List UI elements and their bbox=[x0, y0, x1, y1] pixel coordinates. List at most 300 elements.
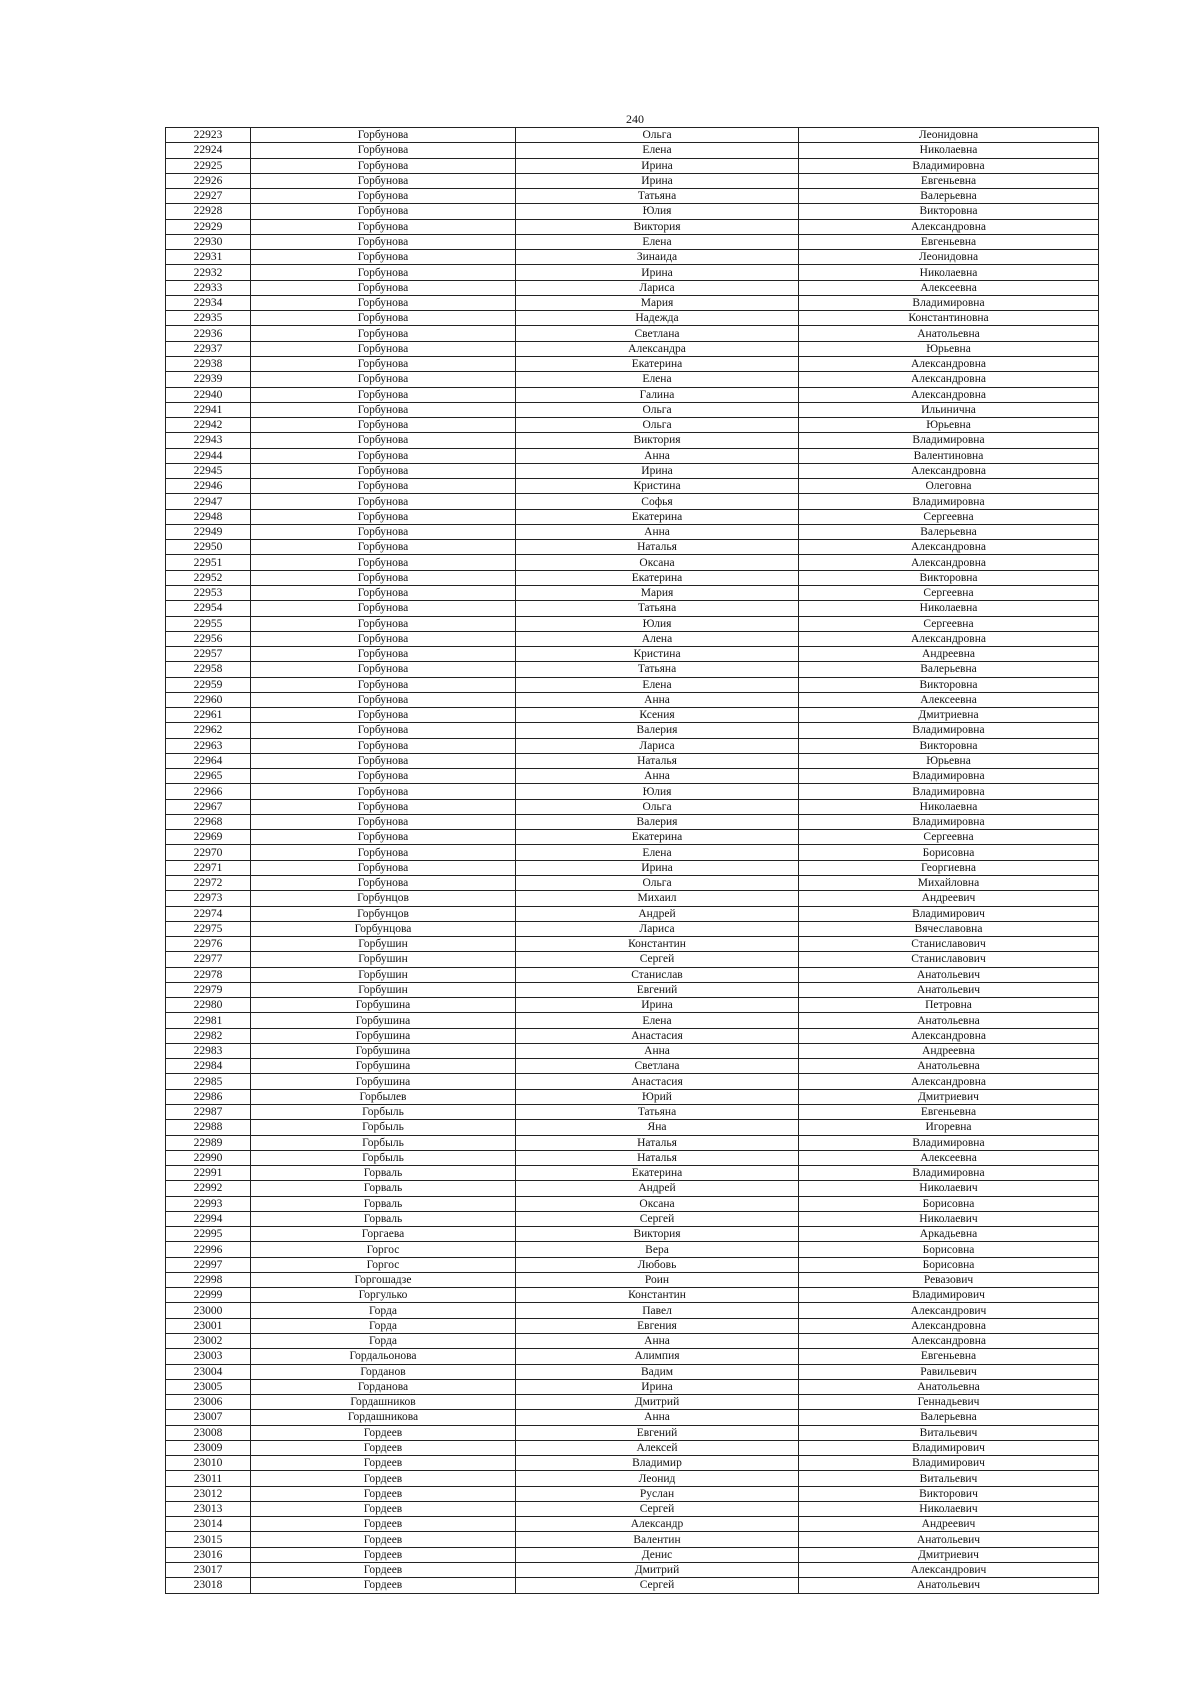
surname-cell: Горбунова bbox=[251, 769, 516, 784]
patronymic-cell: Владимировна bbox=[799, 433, 1099, 448]
table-row bbox=[166, 662, 1099, 677]
surname-cell: Горбунова bbox=[251, 814, 516, 829]
table-row bbox=[166, 708, 1099, 723]
record-number-cell: 22981 bbox=[166, 1013, 251, 1028]
patronymic-cell: Валерьевна bbox=[799, 1410, 1099, 1425]
patronymic-cell: Олеговна bbox=[799, 479, 1099, 494]
surname-cell: Горбунова bbox=[251, 356, 516, 371]
surname-cell: Гордеев bbox=[251, 1532, 516, 1547]
patronymic-cell: Константиновна bbox=[799, 311, 1099, 326]
surname-cell: Горбунова bbox=[251, 234, 516, 249]
patronymic-cell: Станиславович bbox=[799, 952, 1099, 967]
patronymic-cell: Юрьевна bbox=[799, 753, 1099, 768]
patronymic-cell: Ревазович bbox=[799, 1272, 1099, 1287]
table-row bbox=[166, 311, 1099, 326]
first-name-cell: Станислав bbox=[516, 967, 799, 982]
surname-cell: Гордеев bbox=[251, 1501, 516, 1516]
table-row bbox=[166, 295, 1099, 310]
table-row bbox=[166, 753, 1099, 768]
record-number-cell: 22951 bbox=[166, 555, 251, 570]
patronymic-cell: Александровна bbox=[799, 356, 1099, 371]
table-row bbox=[166, 1028, 1099, 1043]
table-row bbox=[166, 830, 1099, 845]
record-number-cell: 22963 bbox=[166, 738, 251, 753]
table-row bbox=[166, 1395, 1099, 1410]
record-number-cell: 22935 bbox=[166, 311, 251, 326]
table-row bbox=[166, 784, 1099, 799]
first-name-cell: Наталья bbox=[516, 753, 799, 768]
surname-cell: Горбунцов bbox=[251, 891, 516, 906]
table-row bbox=[166, 173, 1099, 188]
record-number-cell: 23005 bbox=[166, 1379, 251, 1394]
surname-cell: Горбунова bbox=[251, 662, 516, 677]
surname-cell: Горбушин bbox=[251, 967, 516, 982]
table-row bbox=[166, 402, 1099, 417]
patronymic-cell: Владимировна bbox=[799, 295, 1099, 310]
first-name-cell: Ольга bbox=[516, 799, 799, 814]
table-row bbox=[166, 1379, 1099, 1394]
record-number-cell: 23018 bbox=[166, 1578, 251, 1593]
record-number-cell: 22987 bbox=[166, 1105, 251, 1120]
record-number-cell: 23016 bbox=[166, 1547, 251, 1562]
table-row bbox=[166, 555, 1099, 570]
surname-cell: Горбушина bbox=[251, 998, 516, 1013]
table-row bbox=[166, 204, 1099, 219]
table-row bbox=[166, 738, 1099, 753]
patronymic-cell: Андреевна bbox=[799, 1043, 1099, 1058]
surname-cell: Горбунова bbox=[251, 295, 516, 310]
patronymic-cell: Станиславович bbox=[799, 937, 1099, 952]
patronymic-cell: Андреевич bbox=[799, 1517, 1099, 1532]
surname-cell: Горбыль bbox=[251, 1150, 516, 1165]
surname-cell: Горбунова bbox=[251, 723, 516, 738]
record-number-cell: 22932 bbox=[166, 265, 251, 280]
table-row bbox=[166, 387, 1099, 402]
table-row bbox=[166, 234, 1099, 249]
table-row bbox=[166, 1456, 1099, 1471]
table-row bbox=[166, 1440, 1099, 1455]
record-number-cell: 22989 bbox=[166, 1135, 251, 1150]
table-row bbox=[166, 692, 1099, 707]
surname-cell: Горваль bbox=[251, 1211, 516, 1226]
patronymic-cell: Валерьевна bbox=[799, 189, 1099, 204]
surname-cell: Гордеев bbox=[251, 1562, 516, 1577]
registry-table bbox=[165, 127, 1099, 1594]
table-row bbox=[166, 1333, 1099, 1348]
record-number-cell: 22959 bbox=[166, 677, 251, 692]
surname-cell: Горгошадзе bbox=[251, 1272, 516, 1287]
surname-cell: Горбунова bbox=[251, 463, 516, 478]
first-name-cell: Зинаида bbox=[516, 250, 799, 265]
surname-cell: Горбунова bbox=[251, 753, 516, 768]
record-number-cell: 22995 bbox=[166, 1227, 251, 1242]
table-row bbox=[166, 418, 1099, 433]
patronymic-cell: Витальевич bbox=[799, 1471, 1099, 1486]
record-number-cell: 22939 bbox=[166, 372, 251, 387]
record-number-cell: 23011 bbox=[166, 1471, 251, 1486]
surname-cell: Горбунова bbox=[251, 265, 516, 280]
patronymic-cell: Анатольевич bbox=[799, 982, 1099, 997]
table-row bbox=[166, 372, 1099, 387]
table-row bbox=[166, 967, 1099, 982]
table-row bbox=[166, 1425, 1099, 1440]
patronymic-cell: Николаевна bbox=[799, 601, 1099, 616]
first-name-cell: Ирина bbox=[516, 158, 799, 173]
surname-cell: Горбунова bbox=[251, 433, 516, 448]
patronymic-cell: Александровна bbox=[799, 631, 1099, 646]
surname-cell: Горбушин bbox=[251, 952, 516, 967]
surname-cell: Горбунова bbox=[251, 677, 516, 692]
table-row bbox=[166, 1074, 1099, 1089]
table-row bbox=[166, 1211, 1099, 1226]
patronymic-cell: Евгеньевна bbox=[799, 1349, 1099, 1364]
table-row bbox=[166, 1288, 1099, 1303]
table-row bbox=[166, 1089, 1099, 1104]
surname-cell: Горбунова bbox=[251, 631, 516, 646]
patronymic-cell: Александровна bbox=[799, 1318, 1099, 1333]
surname-cell: Горбунова bbox=[251, 479, 516, 494]
patronymic-cell: Алексеевна bbox=[799, 692, 1099, 707]
first-name-cell: Анна bbox=[516, 1333, 799, 1348]
surname-cell: Горваль bbox=[251, 1166, 516, 1181]
surname-cell: Горгос bbox=[251, 1242, 516, 1257]
table-row bbox=[166, 677, 1099, 692]
record-number-cell: 22962 bbox=[166, 723, 251, 738]
table-row bbox=[166, 479, 1099, 494]
first-name-cell: Мария bbox=[516, 295, 799, 310]
surname-cell: Гордеев bbox=[251, 1517, 516, 1532]
table-row bbox=[166, 1043, 1099, 1058]
surname-cell: Горбунова bbox=[251, 509, 516, 524]
table-row bbox=[166, 1501, 1099, 1516]
first-name-cell: Александра bbox=[516, 341, 799, 356]
record-number-cell: 22983 bbox=[166, 1043, 251, 1058]
record-number-cell: 22957 bbox=[166, 647, 251, 662]
patronymic-cell: Александровна bbox=[799, 372, 1099, 387]
record-number-cell: 22994 bbox=[166, 1211, 251, 1226]
record-number-cell: 22949 bbox=[166, 524, 251, 539]
table-row bbox=[166, 799, 1099, 814]
patronymic-cell: Юрьевна bbox=[799, 418, 1099, 433]
record-number-cell: 22984 bbox=[166, 1059, 251, 1074]
record-number-cell: 22929 bbox=[166, 219, 251, 234]
surname-cell: Гордеев bbox=[251, 1547, 516, 1562]
record-number-cell: 22936 bbox=[166, 326, 251, 341]
first-name-cell: Ольга bbox=[516, 128, 799, 143]
patronymic-cell: Владимировна bbox=[799, 723, 1099, 738]
surname-cell: Горгос bbox=[251, 1257, 516, 1272]
patronymic-cell: Андреевна bbox=[799, 647, 1099, 662]
table-row bbox=[166, 952, 1099, 967]
first-name-cell: Софья bbox=[516, 494, 799, 509]
patronymic-cell: Викторовна bbox=[799, 677, 1099, 692]
patronymic-cell: Владимирович bbox=[799, 906, 1099, 921]
patronymic-cell: Александрович bbox=[799, 1303, 1099, 1318]
patronymic-cell: Дмитриевна bbox=[799, 708, 1099, 723]
first-name-cell: Елена bbox=[516, 677, 799, 692]
table-row bbox=[166, 463, 1099, 478]
surname-cell: Гордашников bbox=[251, 1395, 516, 1410]
first-name-cell: Евгений bbox=[516, 1425, 799, 1440]
record-number-cell: 22978 bbox=[166, 967, 251, 982]
first-name-cell: Яна bbox=[516, 1120, 799, 1135]
first-name-cell: Виктория bbox=[516, 433, 799, 448]
table-row bbox=[166, 1349, 1099, 1364]
surname-cell: Горда bbox=[251, 1318, 516, 1333]
surname-cell: Гордеев bbox=[251, 1578, 516, 1593]
first-name-cell: Елена bbox=[516, 372, 799, 387]
table-row bbox=[166, 1105, 1099, 1120]
first-name-cell: Татьяна bbox=[516, 662, 799, 677]
surname-cell: Горбунова bbox=[251, 173, 516, 188]
record-number-cell: 22980 bbox=[166, 998, 251, 1013]
record-number-cell: 22993 bbox=[166, 1196, 251, 1211]
record-number-cell: 23006 bbox=[166, 1395, 251, 1410]
first-name-cell: Денис bbox=[516, 1547, 799, 1562]
page-number: 240 bbox=[626, 112, 644, 126]
first-name-cell: Ольга bbox=[516, 402, 799, 417]
table-row bbox=[166, 280, 1099, 295]
record-number-cell: 22956 bbox=[166, 631, 251, 646]
first-name-cell: Ирина bbox=[516, 860, 799, 875]
record-number-cell: 22968 bbox=[166, 814, 251, 829]
record-number-cell: 22940 bbox=[166, 387, 251, 402]
record-number-cell: 22970 bbox=[166, 845, 251, 860]
surname-cell: Горбушин bbox=[251, 937, 516, 952]
record-number-cell: 23004 bbox=[166, 1364, 251, 1379]
surname-cell: Горбунова bbox=[251, 418, 516, 433]
table-row bbox=[166, 1410, 1099, 1425]
record-number-cell: 23017 bbox=[166, 1562, 251, 1577]
patronymic-cell: Николаевич bbox=[799, 1181, 1099, 1196]
first-name-cell: Анна bbox=[516, 1410, 799, 1425]
record-number-cell: 22966 bbox=[166, 784, 251, 799]
table-row bbox=[166, 814, 1099, 829]
record-number-cell: 23001 bbox=[166, 1318, 251, 1333]
table-row bbox=[166, 570, 1099, 585]
surname-cell: Горбунова bbox=[251, 708, 516, 723]
surname-cell: Горда bbox=[251, 1333, 516, 1348]
first-name-cell: Ирина bbox=[516, 1379, 799, 1394]
surname-cell: Горбыль bbox=[251, 1120, 516, 1135]
surname-cell: Горданова bbox=[251, 1379, 516, 1394]
first-name-cell: Ксения bbox=[516, 708, 799, 723]
first-name-cell: Руслан bbox=[516, 1486, 799, 1501]
record-number-cell: 22999 bbox=[166, 1288, 251, 1303]
surname-cell: Горбушин bbox=[251, 982, 516, 997]
surname-cell: Горбунова bbox=[251, 326, 516, 341]
record-number-cell: 22955 bbox=[166, 616, 251, 631]
table-row bbox=[166, 1242, 1099, 1257]
first-name-cell: Лариса bbox=[516, 921, 799, 936]
first-name-cell: Елена bbox=[516, 845, 799, 860]
first-name-cell: Роин bbox=[516, 1272, 799, 1287]
first-name-cell: Юрий bbox=[516, 1089, 799, 1104]
first-name-cell: Екатерина bbox=[516, 570, 799, 585]
patronymic-cell: Борисовна bbox=[799, 1196, 1099, 1211]
patronymic-cell: Владимирович bbox=[799, 1288, 1099, 1303]
record-number-cell: 23010 bbox=[166, 1456, 251, 1471]
table-row bbox=[166, 1517, 1099, 1532]
patronymic-cell: Геннадьевич bbox=[799, 1395, 1099, 1410]
surname-cell: Горбунова bbox=[251, 448, 516, 463]
table-row bbox=[166, 189, 1099, 204]
patronymic-cell: Дмитриевич bbox=[799, 1089, 1099, 1104]
table-row bbox=[166, 494, 1099, 509]
record-number-cell: 22958 bbox=[166, 662, 251, 677]
surname-cell: Горбунова bbox=[251, 799, 516, 814]
table-row bbox=[166, 647, 1099, 662]
patronymic-cell: Евгеньевна bbox=[799, 173, 1099, 188]
patronymic-cell: Александровна bbox=[799, 1028, 1099, 1043]
patronymic-cell: Петровна bbox=[799, 998, 1099, 1013]
patronymic-cell: Валентиновна bbox=[799, 448, 1099, 463]
first-name-cell: Екатерина bbox=[516, 356, 799, 371]
surname-cell: Горбушина bbox=[251, 1028, 516, 1043]
first-name-cell: Алена bbox=[516, 631, 799, 646]
table-row bbox=[166, 1364, 1099, 1379]
surname-cell: Горбунова bbox=[251, 860, 516, 875]
surname-cell: Горбунова bbox=[251, 280, 516, 295]
first-name-cell: Вадим bbox=[516, 1364, 799, 1379]
record-number-cell: 22965 bbox=[166, 769, 251, 784]
first-name-cell: Дмитрий bbox=[516, 1562, 799, 1577]
first-name-cell: Валентин bbox=[516, 1532, 799, 1547]
first-name-cell: Владимир bbox=[516, 1456, 799, 1471]
table-row bbox=[166, 891, 1099, 906]
surname-cell: Горбунова bbox=[251, 738, 516, 753]
surname-cell: Горбунова bbox=[251, 128, 516, 143]
first-name-cell: Кристина bbox=[516, 479, 799, 494]
patronymic-cell: Владимировна bbox=[799, 769, 1099, 784]
patronymic-cell: Сергеевна bbox=[799, 509, 1099, 524]
record-number-cell: 22971 bbox=[166, 860, 251, 875]
surname-cell: Горбунова bbox=[251, 494, 516, 509]
table-row bbox=[166, 524, 1099, 539]
table-row bbox=[166, 1227, 1099, 1242]
table-row bbox=[166, 937, 1099, 952]
surname-cell: Горбыль bbox=[251, 1105, 516, 1120]
record-number-cell: 22952 bbox=[166, 570, 251, 585]
record-number-cell: 22934 bbox=[166, 295, 251, 310]
patronymic-cell: Владимирович bbox=[799, 1456, 1099, 1471]
patronymic-cell: Владимировна bbox=[799, 814, 1099, 829]
table-row bbox=[166, 128, 1099, 143]
surname-cell: Горбунова bbox=[251, 341, 516, 356]
first-name-cell: Светлана bbox=[516, 326, 799, 341]
first-name-cell: Леонид bbox=[516, 1471, 799, 1486]
surname-cell: Горданов bbox=[251, 1364, 516, 1379]
record-number-cell: 22945 bbox=[166, 463, 251, 478]
record-number-cell: 22969 bbox=[166, 830, 251, 845]
patronymic-cell: Николаевич bbox=[799, 1501, 1099, 1516]
first-name-cell: Сергей bbox=[516, 1578, 799, 1593]
table-row bbox=[166, 1257, 1099, 1272]
patronymic-cell: Владимирович bbox=[799, 1440, 1099, 1455]
first-name-cell: Любовь bbox=[516, 1257, 799, 1272]
table-row bbox=[166, 250, 1099, 265]
surname-cell: Горбунова bbox=[251, 692, 516, 707]
first-name-cell: Евгения bbox=[516, 1318, 799, 1333]
record-number-cell: 22948 bbox=[166, 509, 251, 524]
patronymic-cell: Владимировна bbox=[799, 784, 1099, 799]
surname-cell: Гордашникова bbox=[251, 1410, 516, 1425]
record-number-cell: 23014 bbox=[166, 1517, 251, 1532]
first-name-cell: Константин bbox=[516, 1288, 799, 1303]
table-row bbox=[166, 616, 1099, 631]
first-name-cell: Лариса bbox=[516, 280, 799, 295]
patronymic-cell: Борисовна bbox=[799, 1257, 1099, 1272]
record-number-cell: 22954 bbox=[166, 601, 251, 616]
patronymic-cell: Викторовна bbox=[799, 204, 1099, 219]
record-number-cell: 23009 bbox=[166, 1440, 251, 1455]
record-number-cell: 22998 bbox=[166, 1272, 251, 1287]
first-name-cell: Дмитрий bbox=[516, 1395, 799, 1410]
surname-cell: Горбунова bbox=[251, 402, 516, 417]
table-row bbox=[166, 723, 1099, 738]
table-row bbox=[166, 356, 1099, 371]
record-number-cell: 22944 bbox=[166, 448, 251, 463]
surname-cell: Горбунова bbox=[251, 189, 516, 204]
first-name-cell: Константин bbox=[516, 937, 799, 952]
first-name-cell: Сергей bbox=[516, 1501, 799, 1516]
first-name-cell: Валерия bbox=[516, 814, 799, 829]
surname-cell: Горбунцов bbox=[251, 906, 516, 921]
first-name-cell: Михаил bbox=[516, 891, 799, 906]
patronymic-cell: Александровна bbox=[799, 387, 1099, 402]
table-row bbox=[166, 1059, 1099, 1074]
table-row bbox=[166, 1471, 1099, 1486]
record-number-cell: 22924 bbox=[166, 143, 251, 158]
table-row bbox=[166, 906, 1099, 921]
table-row bbox=[166, 631, 1099, 646]
surname-cell: Горбунова bbox=[251, 845, 516, 860]
first-name-cell: Анна bbox=[516, 524, 799, 539]
record-number-cell: 22925 bbox=[166, 158, 251, 173]
surname-cell: Горваль bbox=[251, 1196, 516, 1211]
table-row bbox=[166, 1578, 1099, 1593]
first-name-cell: Алимпия bbox=[516, 1349, 799, 1364]
patronymic-cell: Игоревна bbox=[799, 1120, 1099, 1135]
record-number-cell: 22943 bbox=[166, 433, 251, 448]
patronymic-cell: Александровна bbox=[799, 219, 1099, 234]
patronymic-cell: Сергеевна bbox=[799, 830, 1099, 845]
first-name-cell: Кристина bbox=[516, 647, 799, 662]
patronymic-cell: Сергеевна bbox=[799, 616, 1099, 631]
first-name-cell: Анна bbox=[516, 448, 799, 463]
first-name-cell: Наталья bbox=[516, 1135, 799, 1150]
patronymic-cell: Владимировна bbox=[799, 1135, 1099, 1150]
record-number-cell: 23012 bbox=[166, 1486, 251, 1501]
surname-cell: Горбунова bbox=[251, 387, 516, 402]
record-number-cell: 22950 bbox=[166, 540, 251, 555]
patronymic-cell: Анатольевна bbox=[799, 1059, 1099, 1074]
surname-cell: Горбунова bbox=[251, 555, 516, 570]
first-name-cell: Елена bbox=[516, 143, 799, 158]
surname-cell: Гордеев bbox=[251, 1425, 516, 1440]
first-name-cell: Андрей bbox=[516, 906, 799, 921]
patronymic-cell: Владимировна bbox=[799, 494, 1099, 509]
first-name-cell: Екатерина bbox=[516, 1166, 799, 1181]
table-row bbox=[166, 1486, 1099, 1501]
patronymic-cell: Андреевич bbox=[799, 891, 1099, 906]
surname-cell: Горваль bbox=[251, 1181, 516, 1196]
patronymic-cell: Анатольевна bbox=[799, 326, 1099, 341]
first-name-cell: Ирина bbox=[516, 463, 799, 478]
record-number-cell: 22992 bbox=[166, 1181, 251, 1196]
first-name-cell: Виктория bbox=[516, 219, 799, 234]
table-row bbox=[166, 845, 1099, 860]
